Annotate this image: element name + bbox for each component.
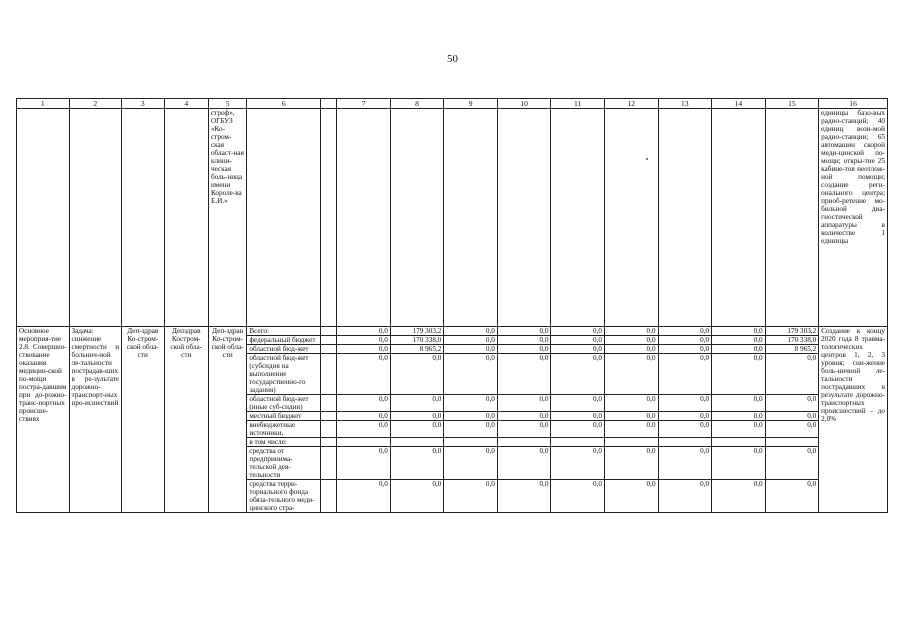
spacer-cell bbox=[321, 447, 337, 480]
value-cell: 0,0 bbox=[658, 354, 712, 395]
value-cell: 0,0 bbox=[765, 354, 819, 395]
value-cell: 0,0 bbox=[497, 336, 551, 345]
program-table bbox=[16, 98, 888, 513]
value-cell: 0,0 bbox=[658, 336, 712, 345]
value-cell: 0,0 bbox=[444, 395, 498, 412]
funding-source-label: в том числе: bbox=[247, 438, 321, 447]
value-cell: 0,0 bbox=[444, 336, 498, 345]
value-cell: 0,0 bbox=[444, 412, 498, 421]
value-cell: 0,0 bbox=[604, 480, 658, 513]
value-cell: 0,0 bbox=[551, 354, 605, 395]
value-cell: 170 338,0 bbox=[390, 336, 444, 345]
value-cell: 0,0 bbox=[765, 395, 819, 412]
value-cell: 0,0 bbox=[712, 480, 766, 513]
header-cell: 13 bbox=[658, 99, 712, 109]
value-cell: 0,0 bbox=[444, 447, 498, 480]
value-cell bbox=[604, 438, 658, 447]
value-cell: 0,0 bbox=[337, 412, 391, 421]
value-cell: 0,0 bbox=[765, 447, 819, 480]
value-cell: 0,0 bbox=[497, 354, 551, 395]
value-cell: 0,0 bbox=[551, 336, 605, 345]
value-cell: 0,0 bbox=[497, 421, 551, 438]
value-cell: 8 965,2 bbox=[390, 345, 444, 354]
value-cell: 0,0 bbox=[337, 336, 391, 345]
value-cell: 0,0 bbox=[712, 345, 766, 354]
value-cell: 0,0 bbox=[390, 480, 444, 513]
funding-source-label: Всего: bbox=[247, 327, 321, 336]
header-cell: 3 bbox=[122, 99, 164, 109]
page-number: 50 bbox=[447, 53, 458, 65]
value-cell: 0,0 bbox=[604, 421, 658, 438]
value-cell: 179 303,2 bbox=[765, 327, 819, 336]
header-cell: 7 bbox=[337, 99, 391, 109]
value-cell: 0,0 bbox=[444, 345, 498, 354]
value-cell: 0,0 bbox=[712, 421, 766, 438]
value-cell: 0,0 bbox=[604, 345, 658, 354]
coexecutor-cell: Деп-здрав Ко-стром-ской обла-сти bbox=[122, 327, 164, 513]
value-cell: 0,0 bbox=[390, 447, 444, 480]
value-cell: 0,0 bbox=[712, 412, 766, 421]
value-cell: 0,0 bbox=[658, 421, 712, 438]
executor-cell: строф», ОГБУЗ «Ко-стром-ская област-ная клини-ческая боль-ница имени Короле-ва Е.И.» bbox=[208, 109, 246, 327]
value-cell: 0,0 bbox=[337, 421, 391, 438]
value-cell: 0,0 bbox=[497, 327, 551, 336]
continuation-row bbox=[17, 109, 888, 327]
result-cell: единицы базо-вых радио-станций; 40 единиц вози-мой радио-станции; 65 автомашин скорой меди-цинской по-мощи; откры-тие 25 кабине-тов неотлож-ной помощи; создание реги-онального центра; приоб-ретение мо-бильной диа-гностической аппаратуры в количестве 1 единицы bbox=[819, 109, 888, 327]
value-cell: 0,0 bbox=[551, 421, 605, 438]
header-cell: 6 bbox=[247, 99, 321, 109]
value-cell: 0,0 bbox=[658, 345, 712, 354]
value-cell bbox=[497, 438, 551, 447]
funding-source-label: местный бюджет bbox=[247, 412, 321, 421]
value-cell bbox=[658, 438, 712, 447]
header-cell: 12 bbox=[604, 99, 658, 109]
value-cell: 0,0 bbox=[497, 412, 551, 421]
value-cell: 0,0 bbox=[765, 412, 819, 421]
value-cell: 0,0 bbox=[551, 412, 605, 421]
value-cell: 0,0 bbox=[390, 412, 444, 421]
value-cell: 0,0 bbox=[658, 395, 712, 412]
value-cell: 0,0 bbox=[604, 327, 658, 336]
value-cell: 0,0 bbox=[712, 447, 766, 480]
header-row bbox=[17, 99, 888, 109]
value-cell: 0,0 bbox=[551, 480, 605, 513]
value-cell: 0,0 bbox=[658, 447, 712, 480]
spacer-cell bbox=[321, 412, 337, 421]
value-cell: 0,0 bbox=[444, 354, 498, 395]
value-cell: 0,0 bbox=[444, 421, 498, 438]
measure-name-cell: Основное мероприя-тие 2.8. Совершен-ствование оказания медицин-ской по-мощи постра-давшим при до-рожно-транс-портных происше-ствиях bbox=[17, 327, 70, 513]
value-cell: 0,0 bbox=[337, 480, 391, 513]
value-cell: 0,0 bbox=[712, 336, 766, 345]
value-cell: 0,0 bbox=[337, 447, 391, 480]
measure-result-cell: Создание к концу 2020 года 8 травма-тологических центров 1, 2, 3 уровня; сни-жение боль-ничной ле-тальности пострадавших в результате дорожно-транспортных происшествий – до 2,0% bbox=[819, 327, 888, 513]
header-cell: 9 bbox=[444, 99, 498, 109]
value-cell: 0,0 bbox=[658, 412, 712, 421]
value-cell: 0,0 bbox=[604, 354, 658, 395]
table-row bbox=[17, 327, 888, 336]
funding-source-label: средства терри-ториального фонда обяза-тельного меди-цинского стра- bbox=[247, 480, 321, 513]
funding-source-label: областной бюд-жет (иные суб-сидии) bbox=[247, 395, 321, 412]
value-cell: 0,0 bbox=[497, 480, 551, 513]
header-cell: 4 bbox=[164, 99, 208, 109]
value-cell: 0,0 bbox=[604, 447, 658, 480]
value-cell: 0,0 bbox=[551, 447, 605, 480]
header-cell: 11 bbox=[551, 99, 605, 109]
spacer-cell bbox=[321, 395, 337, 412]
value-cell bbox=[337, 438, 391, 447]
value-cell: 0,0 bbox=[765, 421, 819, 438]
value-cell: 0,0 bbox=[390, 395, 444, 412]
value-cell: 0,0 bbox=[712, 395, 766, 412]
value-cell: 0,0 bbox=[604, 336, 658, 345]
header-cell: 2 bbox=[69, 99, 122, 109]
value-cell: 0,0 bbox=[444, 480, 498, 513]
value-cell: 0,0 bbox=[551, 327, 605, 336]
spacer-cell bbox=[321, 345, 337, 354]
value-cell: 0,0 bbox=[604, 395, 658, 412]
funding-source-label: областной бюд-жет (субсидия на выполнение государственно-го задания) bbox=[247, 354, 321, 395]
value-cell: 0,0 bbox=[497, 345, 551, 354]
value-cell: 0,0 bbox=[497, 447, 551, 480]
value-cell: 0,0 bbox=[765, 480, 819, 513]
value-cell: 179 303,2 bbox=[390, 327, 444, 336]
header-cell: 14 bbox=[712, 99, 766, 109]
value-cell: 0,0 bbox=[658, 480, 712, 513]
spacer-cell bbox=[321, 327, 337, 336]
header-cell: 8 bbox=[390, 99, 444, 109]
value-cell: 0,0 bbox=[337, 327, 391, 336]
value-cell: 0,0 bbox=[337, 345, 391, 354]
participant-cell: Деп-здрав Ко-стром-ской обла-сти bbox=[208, 327, 246, 513]
value-cell bbox=[444, 438, 498, 447]
header-cell: 5 bbox=[208, 99, 246, 109]
value-cell: 0,0 bbox=[444, 327, 498, 336]
spacer-cell bbox=[321, 438, 337, 447]
value-cell: 0,0 bbox=[551, 345, 605, 354]
value-cell bbox=[551, 438, 605, 447]
spacer-cell bbox=[321, 336, 337, 345]
header-cell: 15 bbox=[765, 99, 819, 109]
scan-speck bbox=[646, 158, 648, 160]
value-cell: 0,0 bbox=[497, 395, 551, 412]
header-cell bbox=[321, 99, 337, 109]
header-cell: 16 bbox=[819, 99, 888, 109]
spacer-cell bbox=[321, 354, 337, 395]
header-cell: 1 bbox=[17, 99, 70, 109]
value-cell: 0,0 bbox=[390, 354, 444, 395]
value-cell: 0,0 bbox=[712, 327, 766, 336]
value-cell bbox=[765, 438, 819, 447]
funding-source-label: средства от предпринима-тельской дея-тельности bbox=[247, 447, 321, 480]
header-cell: 10 bbox=[497, 99, 551, 109]
value-cell: 0,0 bbox=[604, 412, 658, 421]
spacer-cell bbox=[321, 421, 337, 438]
value-cell: 0,0 bbox=[337, 395, 391, 412]
task-cell: Задача: снижение смертности и больнич-ной ле-тальности пострадав-ших в ре-зультате дорожно-транспорт-ных про-исшествий bbox=[69, 327, 122, 513]
value-cell: 0,0 bbox=[337, 354, 391, 395]
value-cell bbox=[712, 438, 766, 447]
value-cell: 0,0 bbox=[712, 354, 766, 395]
funding-source-label: внебюджетные источники, bbox=[247, 421, 321, 438]
funding-source-label: федеральный бюджет bbox=[247, 336, 321, 345]
value-cell: 8 965,2 bbox=[765, 345, 819, 354]
value-cell: 0,0 bbox=[551, 395, 605, 412]
value-cell: 0,0 bbox=[390, 421, 444, 438]
value-cell bbox=[390, 438, 444, 447]
value-cell: 170 338,0 bbox=[765, 336, 819, 345]
value-cell: 0,0 bbox=[658, 327, 712, 336]
responsible-cell: Депздрав Костром-ской обла-сти bbox=[164, 327, 208, 513]
spacer-cell bbox=[321, 480, 337, 513]
funding-source-label: областной бюд-жет bbox=[247, 345, 321, 354]
